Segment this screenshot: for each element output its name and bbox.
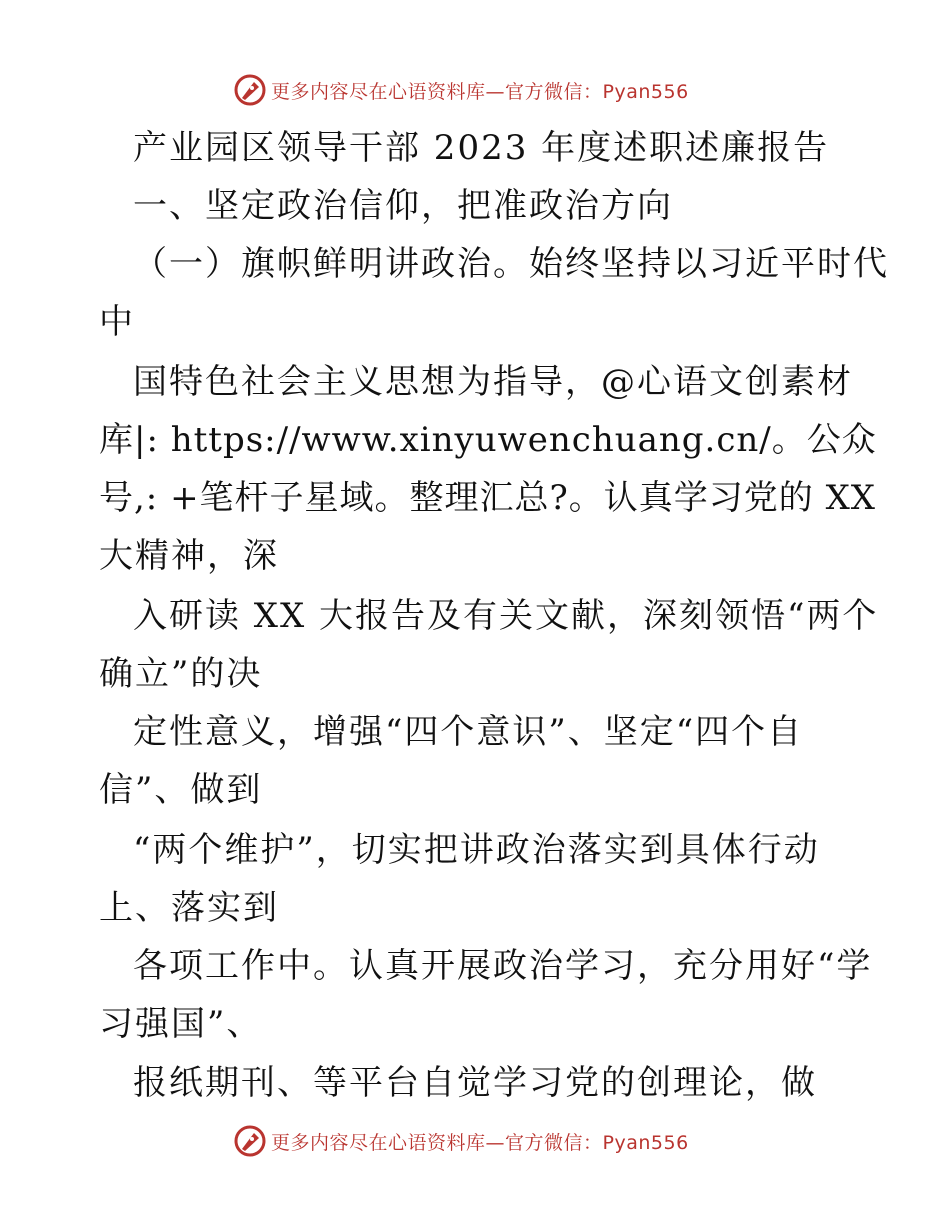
paragraph-line: 信”、做到 (99, 770, 263, 810)
paragraph-line: 号,: +笔杆子星域。整理汇总?。认真学习党的 XX (99, 478, 877, 518)
paragraph-line: （一）旗帜鲜明讲政治。始终坚持以习近平时代 (133, 244, 889, 284)
paragraph-line: 入研读 XX 大报告及有关文献，深刻领悟“两个 (133, 596, 879, 636)
watermark-wechat-id: Pyan556 (602, 1131, 689, 1154)
paragraph-line: 中 (99, 302, 135, 342)
section-heading: 一、坚定政治信仰，把准政治方向 (133, 186, 673, 226)
paragraph-line: 各项工作中。认真开展政治学习，充分用好“学 (133, 946, 873, 986)
header-watermark (233, 72, 689, 108)
paragraph-line: 定性意义，增强“四个意识”、坚定“四个自 (133, 712, 804, 752)
watermark-text (271, 1128, 689, 1155)
watermark-wechat-id: Pyan556 (602, 80, 689, 103)
pen-nib-circle-icon (233, 73, 267, 107)
paragraph-line: 库|: https://www.xinyuwenchuang.cn/。公众 (99, 420, 877, 460)
paragraph-line: “两个维护”，切实把讲政治落实到具体行动 (133, 830, 820, 870)
paragraph-line: 习强国”、 (99, 1004, 263, 1044)
paragraph-line: 确立”的决 (99, 654, 263, 694)
pen-nib-circle-icon (233, 1124, 267, 1158)
document-title: 产业园区领导干部 2023 年度述职述廉报告 (133, 128, 830, 168)
paragraph-line: 报纸期刊、等平台自觉学习党的创理论，做 (133, 1063, 817, 1103)
paragraph-line: 大精神，深 (99, 536, 279, 576)
watermark-text (271, 77, 689, 104)
paragraph-line: 国特色社会主义思想为指导，@心语文创素材 (133, 362, 853, 402)
watermark-label: 更多内容尽在心语资料库—官方微信： (271, 80, 603, 103)
watermark-label: 更多内容尽在心语资料库—官方微信： (271, 1131, 603, 1154)
paragraph-line: 上、落实到 (99, 888, 279, 928)
footer-watermark (233, 1123, 689, 1159)
